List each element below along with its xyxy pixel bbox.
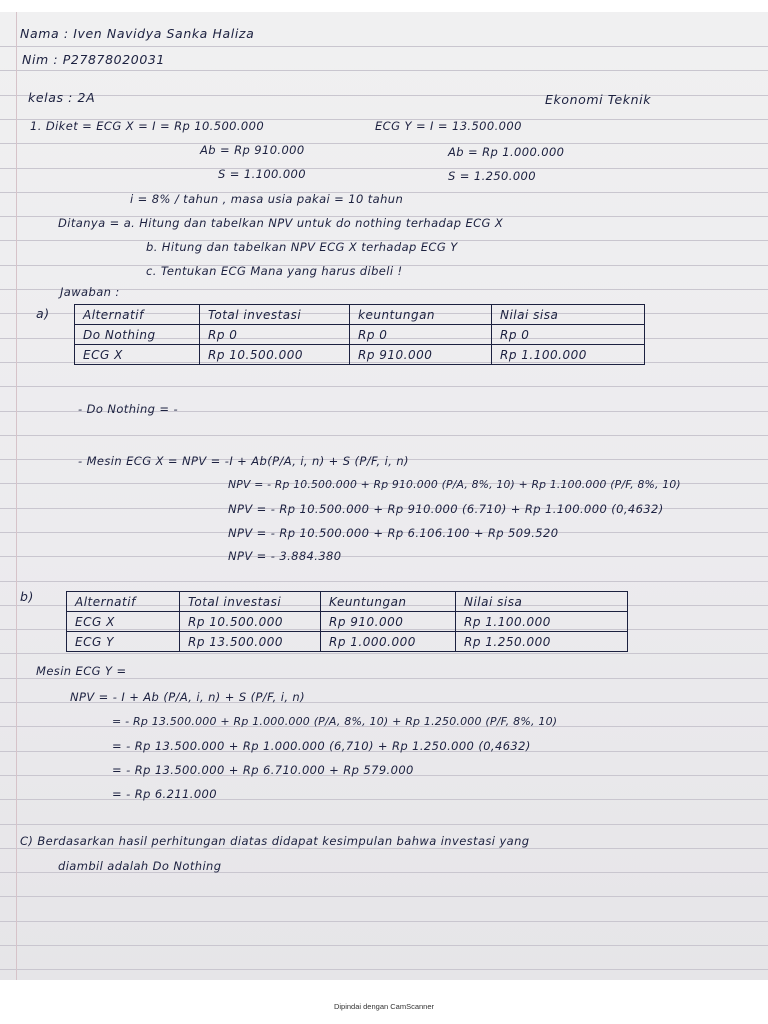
npv-ecg-y-step-2: = - Rp 13.500.000 + Rp 1.000.000 (6,710) + Rp 1.250.000 (0,4632)	[112, 739, 531, 753]
ruled-line	[0, 896, 768, 897]
npv-ecg-x-formula: - Mesin ECG X = NPV = -I + Ab(P/A, i, n) + S (P/F, i, n)	[78, 454, 409, 468]
conclusion-line-1: C) Berdasarkan hasil perhitungan diatas didapat kesimpulan bahwa investasi yang	[20, 834, 530, 848]
table-cell: Rp 10.500.000	[180, 612, 321, 632]
table-row	[67, 632, 628, 652]
part-b-table	[66, 591, 628, 652]
given-ecg-x-salvage: S = 1.100.000	[218, 167, 306, 181]
ruled-line	[0, 653, 768, 654]
table-header-cell: Alternatif	[67, 592, 180, 612]
ruled-line	[0, 435, 768, 436]
subject-title: Ekonomi Teknik	[545, 92, 652, 107]
part-b-label: b)	[20, 589, 35, 604]
table-cell: Rp 0	[492, 325, 645, 345]
table-cell: Rp 910.000	[321, 612, 456, 632]
table-cell: Do Nothing	[75, 325, 200, 345]
given-ecg-y-ab: Ab = Rp 1.000.000	[448, 145, 565, 159]
npv-ecg-x-step-3: NPV = - Rp 10.500.000 + Rp 6.106.100 + Rp 509.520	[228, 526, 559, 540]
ruled-line	[0, 46, 768, 47]
table-header-row	[75, 305, 645, 325]
table-header-cell: Total investasi	[200, 305, 350, 325]
table-cell: Rp 1.250.000	[456, 632, 628, 652]
student-nim: Nim : P27878020031	[22, 52, 165, 67]
ruled-line	[0, 70, 768, 71]
page-margin-line	[16, 12, 17, 980]
answer-label: Jawaban :	[60, 285, 120, 299]
table-cell: ECG Y	[67, 632, 180, 652]
conclusion-line-2: diambil adalah Do Nothing	[58, 859, 222, 873]
ruled-line	[0, 168, 768, 169]
given-ecg-y-salvage: S = 1.250.000	[448, 169, 536, 183]
ruled-line	[0, 95, 768, 96]
table-header-cell: keuntungan	[350, 305, 492, 325]
npv-ecg-x-step-1: NPV = - Rp 10.500.000 + Rp 910.000 (P/A, 8%, 10) + Rp 1.100.000 (P/F, 8%, 10)	[228, 478, 681, 491]
ruled-line	[0, 143, 768, 144]
given-ecg-x-ab: Ab = Rp 910.000	[200, 143, 305, 157]
ruled-line	[0, 824, 768, 825]
npv-ecg-y-formula: NPV = - I + Ab (P/A, i, n) + S (P/F, i, n)	[70, 690, 306, 704]
scanner-watermark: Dipindai dengan CamScanner	[333, 1002, 435, 1011]
mesin-ecg-y-label: Mesin ECG Y =	[36, 664, 127, 678]
table-cell: Rp 1.100.000	[456, 612, 628, 632]
table-header-cell: Nilai sisa	[456, 592, 628, 612]
table-row	[67, 612, 628, 632]
table-cell: Rp 0	[350, 325, 492, 345]
npv-ecg-x-step-2: NPV = - Rp 10.500.000 + Rp 910.000 (6.710) + Rp 1.100.000 (0,4632)	[228, 502, 664, 516]
given-ecg-x-investment: 1. Diket = ECG X = I = Rp 10.500.000	[30, 119, 265, 133]
table-cell: Rp 10.500.000	[200, 345, 350, 365]
ruled-line	[0, 969, 768, 970]
part-a-table	[74, 304, 645, 365]
table-cell: Rp 910.000	[350, 345, 492, 365]
given-interest-and-life: i = 8% / tahun , masa usia pakai = 10 tahun	[130, 192, 404, 206]
table-cell: Rp 13.500.000	[180, 632, 321, 652]
do-nothing-line: - Do Nothing = -	[78, 402, 179, 416]
npv-ecg-x-result: NPV = - 3.884.380	[228, 549, 342, 563]
ruled-line	[0, 386, 768, 387]
student-name: Nama : Iven Navidya Sanka Haliza	[20, 26, 255, 41]
asked-a: Ditanya = a. Hitung dan tabelkan NPV untuk do nothing terhadap ECG X	[58, 216, 504, 230]
npv-ecg-y-step-1: = - Rp 13.500.000 + Rp 1.000.000 (P/A, 8%, 10) + Rp 1.250.000 (P/F, 8%, 10)	[112, 715, 558, 728]
ruled-line	[0, 921, 768, 922]
table-cell: Rp 1.000.000	[321, 632, 456, 652]
asked-c: c. Tentukan ECG Mana yang harus dibeli !	[146, 264, 403, 278]
table-row	[75, 345, 645, 365]
notebook-page	[0, 12, 768, 980]
table-header-cell: Keuntungan	[321, 592, 456, 612]
part-a-label: a)	[36, 306, 50, 321]
npv-ecg-y-result: = - Rp 6.211.000	[112, 787, 217, 801]
table-header-cell: Total investasi	[180, 592, 321, 612]
table-header-cell: Alternatif	[75, 305, 200, 325]
table-header-cell: Nilai sisa	[492, 305, 645, 325]
table-header-row	[67, 592, 628, 612]
table-cell: Rp 0	[200, 325, 350, 345]
table-row	[75, 325, 645, 345]
given-ecg-y-investment: ECG Y = I = 13.500.000	[375, 119, 522, 133]
student-class: kelas : 2A	[28, 90, 96, 105]
asked-b: b. Hitung dan tabelkan NPV ECG X terhadap ECG Y	[146, 240, 458, 254]
ruled-line	[0, 581, 768, 582]
table-cell: ECG X	[67, 612, 180, 632]
npv-ecg-y-step-3: = - Rp 13.500.000 + Rp 6.710.000 + Rp 579.000	[112, 763, 414, 777]
ruled-line	[0, 848, 768, 849]
ruled-line	[0, 556, 768, 557]
ruled-line	[0, 678, 768, 679]
table-cell: ECG X	[75, 345, 200, 365]
table-cell: Rp 1.100.000	[492, 345, 645, 365]
ruled-line	[0, 945, 768, 946]
